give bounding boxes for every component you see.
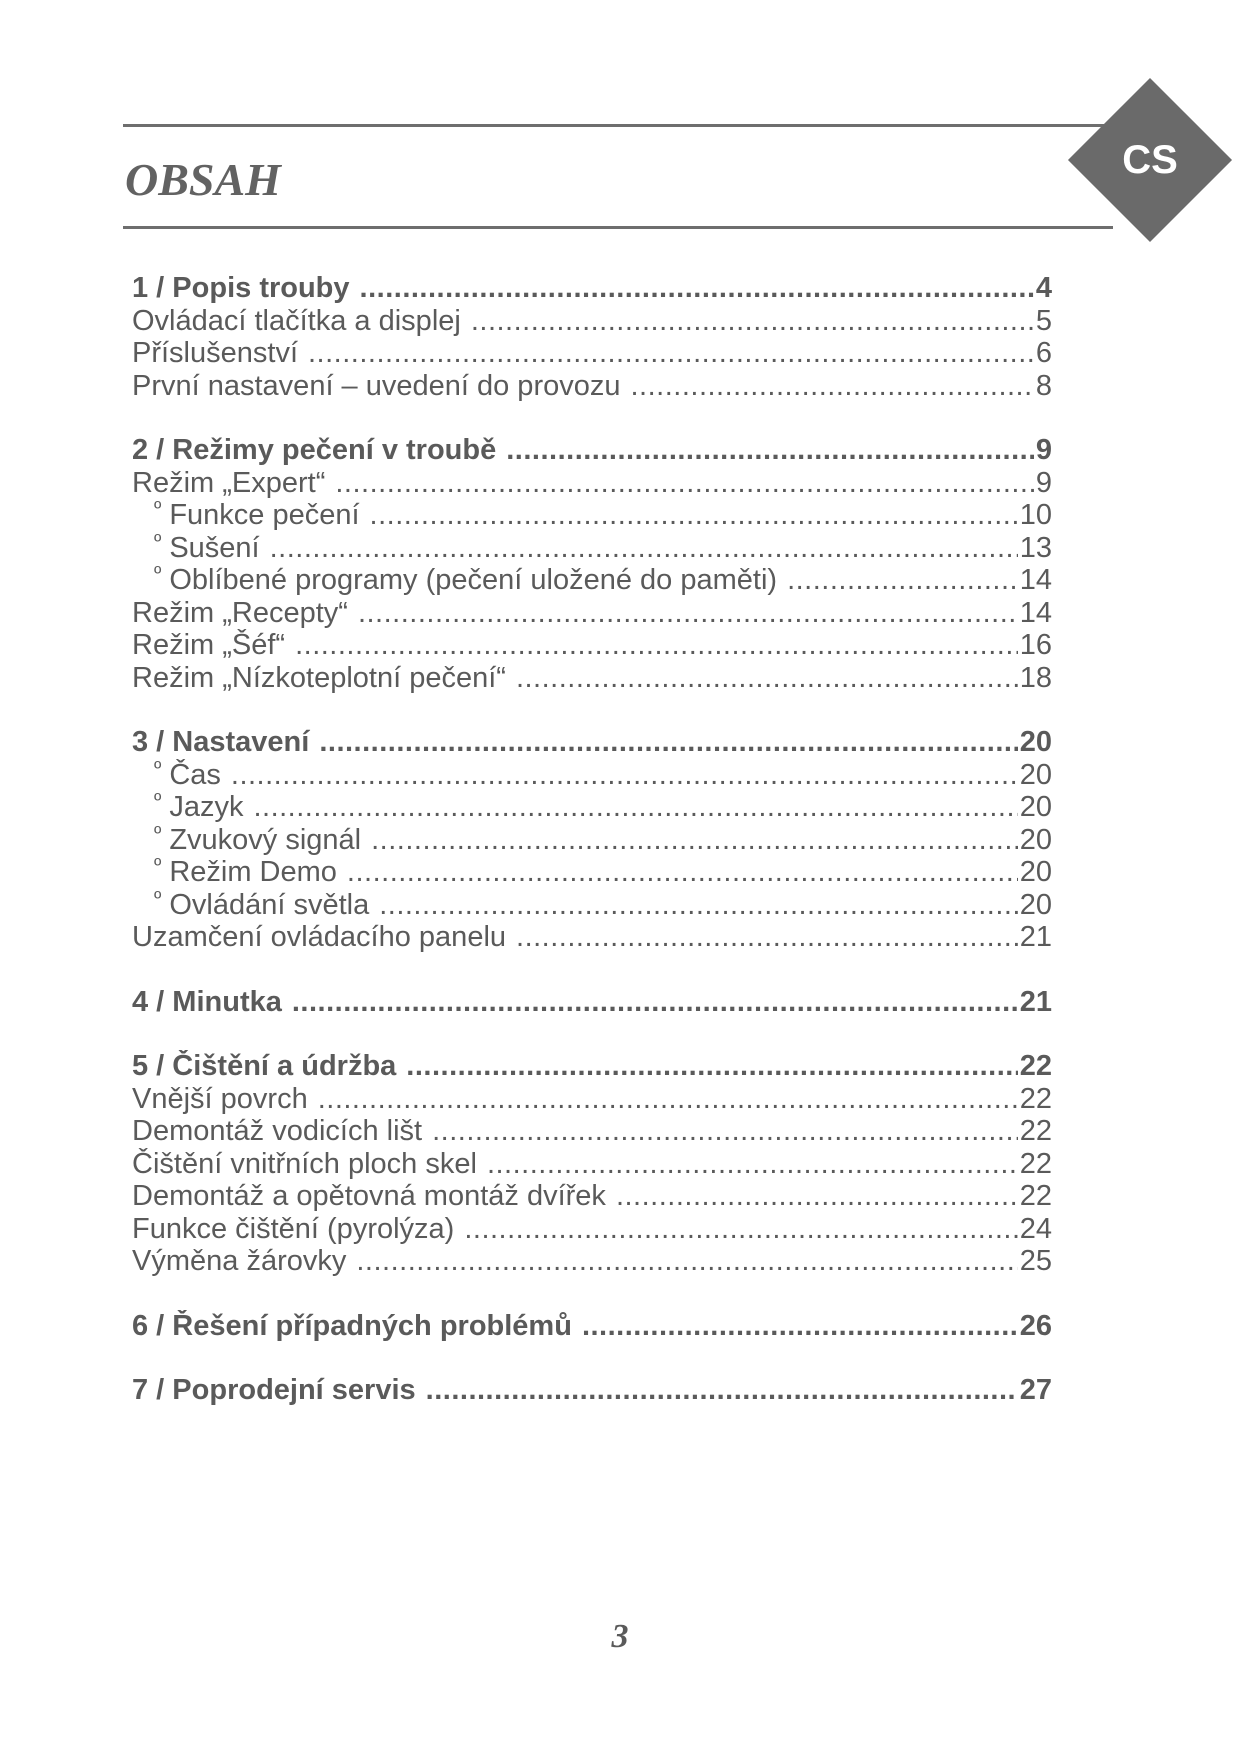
- toc-section: [132, 434, 1052, 694]
- toc-entry[interactable]: [132, 597, 1052, 630]
- toc-subentry[interactable]: [132, 759, 1052, 792]
- toc-entry-title: Zvukový signál: [169, 823, 362, 856]
- dot-leader: [371, 824, 1018, 857]
- bullet-icon: º: [154, 856, 162, 877]
- toc-entry-title: Režim „Šéf“: [132, 629, 286, 661]
- toc-entry-page: 26: [1019, 1309, 1052, 1342]
- bullet-icon: º: [154, 564, 162, 585]
- dot-leader: [356, 1245, 1017, 1278]
- toc-entry[interactable]: [132, 1148, 1052, 1181]
- dot-leader: [426, 1374, 1018, 1407]
- toc-entry-page: 4: [1035, 272, 1052, 304]
- dot-leader: [471, 305, 1034, 338]
- dot-leader: [319, 726, 1017, 759]
- bullet-icon: º: [154, 758, 162, 780]
- toc-entry[interactable]: [132, 305, 1052, 338]
- toc-entry-title: 7 / Poprodejní servis: [132, 1374, 416, 1406]
- table-of-contents: [132, 272, 1052, 1439]
- toc-entry[interactable]: [132, 921, 1052, 954]
- toc-entry-title: Funkce čištění (pyrolýza): [132, 1212, 455, 1245]
- dot-leader: [370, 499, 1018, 532]
- toc-subentry[interactable]: [132, 532, 1052, 565]
- dot-leader: [295, 629, 1018, 662]
- toc-chapter-entry[interactable]: [132, 1374, 1052, 1407]
- dot-leader: [406, 1050, 1017, 1083]
- toc-entry-page: 22: [1019, 1115, 1052, 1147]
- toc-section: [132, 272, 1052, 402]
- toc-entry-title: Režim Demo: [169, 856, 337, 888]
- toc-section: [132, 1374, 1052, 1407]
- toc-entry-page: 14: [1019, 596, 1052, 629]
- toc-entry-page: 21: [1019, 985, 1052, 1018]
- dot-leader: [318, 1083, 1018, 1116]
- toc-entry-page: 20: [1019, 726, 1052, 758]
- toc-entry-page: 22: [1019, 1147, 1052, 1180]
- toc-entry-title: Jazyk: [169, 791, 244, 823]
- toc-entry[interactable]: [132, 662, 1052, 695]
- dot-leader: [787, 564, 1018, 597]
- toc-entry-title: Ovládání světla: [169, 888, 370, 921]
- toc-subentry[interactable]: [132, 889, 1052, 922]
- page-title: OBSAH: [125, 154, 281, 205]
- dot-leader: [516, 921, 1018, 954]
- toc-entry[interactable]: [132, 1213, 1052, 1246]
- toc-chapter-entry[interactable]: [132, 434, 1052, 467]
- toc-entry-title: 5 / Čištění a údržba: [132, 1050, 397, 1082]
- toc-entry-title: Demontáž a opětovná montáž dvířek: [132, 1180, 606, 1212]
- toc-entry-title: 6 / Řešení případných problémů: [132, 1309, 572, 1342]
- toc-entry-page: 16: [1019, 629, 1052, 661]
- toc-entry-page: 27: [1019, 1374, 1052, 1406]
- toc-entry-title: 4 / Minutka: [132, 985, 282, 1018]
- toc-entry-title: Vnější povrch: [132, 1082, 308, 1115]
- dot-leader: [487, 1148, 1018, 1181]
- toc-entry[interactable]: [132, 370, 1052, 403]
- toc-entry[interactable]: [132, 467, 1052, 500]
- toc-entry-title: Režim „Expert“: [132, 466, 326, 499]
- toc-entry-title: 3 / Nastavení: [132, 726, 310, 758]
- toc-entry[interactable]: [132, 337, 1052, 370]
- toc-entry-title: Příslušenství: [132, 337, 298, 369]
- dot-leader: [358, 597, 1018, 630]
- toc-entry-page: 8: [1035, 369, 1052, 402]
- toc-entry-title: Oblíbené programy (pečení uložené do paměti): [169, 564, 778, 596]
- toc-subentry[interactable]: [132, 499, 1052, 532]
- toc-entry-page: 14: [1019, 564, 1052, 596]
- bullet-icon: º: [154, 531, 162, 553]
- toc-entry-page: 20: [1019, 791, 1052, 823]
- dot-leader: [616, 1180, 1018, 1213]
- toc-subentry[interactable]: [132, 564, 1052, 597]
- toc-entry-page: 6: [1035, 337, 1052, 369]
- toc-entry[interactable]: [132, 1180, 1052, 1213]
- header-bottom-rule: [123, 226, 1113, 229]
- toc-entry-page: 10: [1019, 499, 1052, 531]
- toc-chapter-entry[interactable]: [132, 1050, 1052, 1083]
- dot-leader: [464, 1213, 1017, 1246]
- dot-leader: [335, 467, 1034, 500]
- toc-subentry[interactable]: [132, 824, 1052, 857]
- dot-leader: [630, 370, 1033, 403]
- toc-chapter-entry[interactable]: [132, 986, 1052, 1019]
- toc-entry-page: 20: [1019, 856, 1052, 888]
- bullet-icon: º: [154, 823, 162, 845]
- toc-entry-title: Uzamčení ovládacího panelu: [132, 921, 507, 953]
- toc-chapter-entry[interactable]: [132, 726, 1052, 759]
- bullet-icon: º: [154, 499, 162, 520]
- toc-entry-title: Funkce pečení: [169, 499, 360, 531]
- dot-leader: [360, 272, 1034, 305]
- toc-entry-title: Čas: [169, 758, 221, 791]
- toc-entry-title: Výměna žárovky: [132, 1245, 347, 1277]
- toc-chapter-entry[interactable]: [132, 1310, 1052, 1343]
- toc-entry[interactable]: [132, 1245, 1052, 1278]
- toc-entry[interactable]: [132, 629, 1052, 662]
- toc-entry-title: Demontáž vodicích lišt: [132, 1115, 423, 1147]
- dot-leader: [270, 532, 1018, 565]
- toc-entry-page: 13: [1019, 531, 1052, 564]
- bullet-icon: º: [154, 791, 162, 812]
- toc-entry-page: 20: [1019, 888, 1052, 921]
- toc-entry-title: 1 / Popis trouby: [132, 272, 350, 304]
- toc-entry[interactable]: [132, 1115, 1052, 1148]
- toc-entry-page: 21: [1019, 921, 1052, 953]
- toc-section: [132, 986, 1052, 1019]
- dot-leader: [582, 1310, 1018, 1343]
- bullet-icon: º: [154, 888, 162, 910]
- toc-chapter-entry[interactable]: [132, 272, 1052, 305]
- toc-subentry[interactable]: [132, 791, 1052, 824]
- dot-leader: [253, 791, 1017, 824]
- dot-leader: [308, 337, 1034, 370]
- dot-leader: [379, 889, 1018, 922]
- page-number: 3: [611, 1618, 629, 1655]
- toc-entry-title: První nastavení – uvedení do provozu: [132, 369, 621, 402]
- toc-entry-title: Čištění vnitřních ploch skel: [132, 1147, 477, 1180]
- toc-entry-page: 5: [1035, 304, 1052, 337]
- toc-entry-page: 20: [1019, 758, 1052, 791]
- toc-section: [132, 1310, 1052, 1343]
- dot-leader: [347, 856, 1018, 889]
- toc-entry-page: 20: [1019, 823, 1052, 856]
- toc-entry-title: Režim „Recepty“: [132, 596, 348, 629]
- dot-leader: [516, 662, 1018, 695]
- toc-subentry[interactable]: [132, 856, 1052, 889]
- toc-entry-page: 22: [1019, 1050, 1052, 1082]
- dot-leader: [231, 759, 1018, 792]
- toc-entry-page: 18: [1019, 661, 1052, 694]
- toc-entry[interactable]: [132, 1083, 1052, 1116]
- dot-leader: [292, 986, 1018, 1019]
- toc-entry-page: 9: [1035, 466, 1052, 499]
- toc-section: [132, 726, 1052, 954]
- toc-section: [132, 1050, 1052, 1278]
- toc-entry-title: Ovládací tlačítka a displej: [132, 304, 461, 337]
- toc-entry-page: 22: [1019, 1082, 1052, 1115]
- toc-entry-title: Režim „Nízkoteplotní pečení“: [132, 661, 506, 694]
- toc-entry-title: 2 / Režimy pečení v troubě: [132, 434, 497, 466]
- toc-entry-page: 9: [1035, 434, 1052, 466]
- dot-leader: [432, 1115, 1018, 1148]
- language-badge-label: CS: [1122, 138, 1178, 182]
- toc-entry-title: Sušení: [169, 531, 260, 564]
- toc-entry-page: 24: [1019, 1212, 1052, 1245]
- toc-entry-page: 22: [1019, 1180, 1052, 1212]
- toc-entry-page: 25: [1019, 1245, 1052, 1277]
- header-top-rule: [123, 124, 1113, 127]
- dot-leader: [506, 434, 1034, 467]
